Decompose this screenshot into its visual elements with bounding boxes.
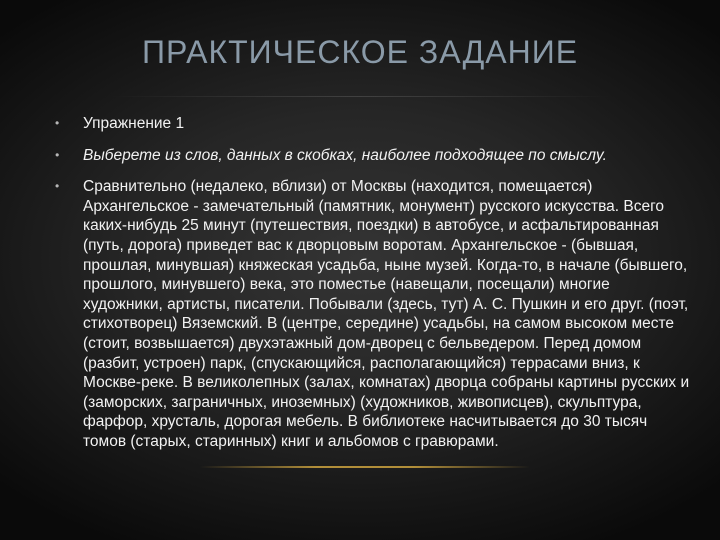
bullet-list	[50, 114, 690, 452]
bullet-dot-icon: •	[55, 116, 60, 130]
bullet-item-passage	[50, 177, 690, 451]
title-divider	[110, 96, 610, 97]
bullet-dot-icon: •	[55, 147, 60, 162]
bullet-text-passage: Сравнительно (недалеко, вблизи) от Москвы (находится, помещается) Архангельское - замечательный (памятник, монумент) русского искусства. Всего каких-нибудь 25 минут (путешествия, поездки) в автобусе, и асфальтированная (путь, дорога) приведет вас к дворцовым воротам. Архангельское - (бывшая, прошлая, минувшая) княжеская усадьба, ныне музей. Когда-то, в начале (бывшего, прошлого, минувшего) века, это поместье (навещали, посещали) многие художники, артисты, писатели. Побывали (здесь, тут) А. С. Пушкин и его друг. (поэт, стихотворец) Вяземский. В (центре, середине) усадьбы, на самом высоком месте (стоит, возвышается) двухэтажный дом-дворец с бельведером. Перед домом (разбит, устроен) парк, (спускающийся, располагающийся) террасами вниз, к Москве-реке. В великолепных (залах, комнатах) дворца собраны картины русских и (заморских, заграничных, иноземных) (художников, живописцев), скульптура, фарфор, хрусталь, дорогая мебель. В библиотеке насчитывается до 30 тысяч томов (старых, старинных) книг и альбомов с гравюрами.	[83, 178, 690, 450]
bullet-text-exercise: Упражнение 1	[83, 115, 185, 132]
bullet-item-instruction	[50, 146, 690, 166]
slide-title: ПРАКТИЧЕСКОЕ ЗАДАНИЕ	[141, 34, 579, 70]
bullet-text-instruction: Выберете из слов, данных в скобках, наиболее подходящее по смыслу.	[83, 146, 607, 164]
bullet-item-exercise	[50, 114, 690, 134]
bullet-dot-icon: •	[55, 179, 60, 194]
accent-line	[200, 466, 530, 468]
